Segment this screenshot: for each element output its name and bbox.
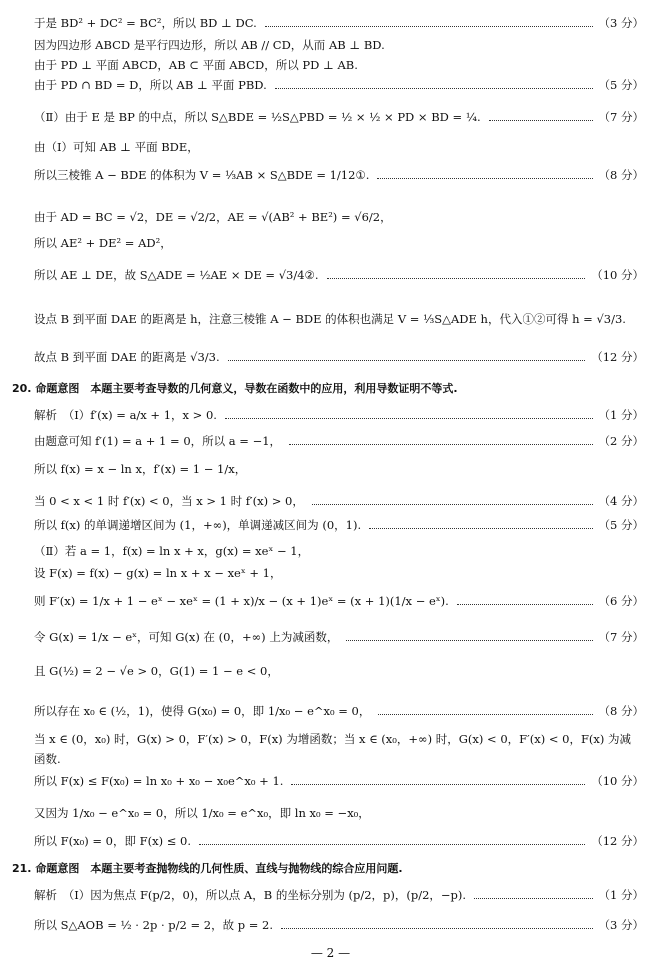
line-text: 所以 S△AOB = ½ · 2p · p/2 = 2，故 p = 2.: [34, 918, 274, 932]
dot-leader: [225, 404, 593, 419]
line-text: 函数.: [34, 752, 61, 766]
score-label: （3 分）: [598, 16, 644, 30]
line-text: 且 G(½) = 2 − √e > 0，G(1) = 1 − e < 0，: [34, 664, 279, 678]
dot-leader: [377, 164, 593, 179]
line-text: 所以 f(x) = x − ln x，f′(x) = 1 − 1/x，: [34, 462, 247, 476]
line-text: 设点 B 到平面 DAE 的距离是 h，注意三棱锥 A − BDE 的体积也满足 V = ⅓S△ADE h，代入①②可得 h = √3/3.: [34, 312, 626, 326]
line-text: 又因为 1/x₀ − e^x₀ = 0，所以 1/x₀ = e^x₀，即 ln x₀ = −x₀，: [34, 806, 370, 820]
document-line: [0, 700, 661, 722]
dot-leader: [199, 830, 585, 845]
score-label: （8 分）: [598, 704, 644, 718]
line-text: 所以 AE² + DE² = AD²，: [34, 236, 172, 250]
document-line: [0, 308, 661, 330]
document-line: [0, 660, 661, 682]
dot-leader: [327, 264, 585, 279]
document-line: [0, 232, 661, 254]
line-text: 故点 B 到平面 DAE 的距离是 √3/3.: [34, 350, 220, 364]
document-line: [0, 458, 661, 480]
line-text: 所以 F(x₀) = 0，即 F(x) ≤ 0.: [34, 834, 191, 848]
line-text: 20. 命题意图 本题主要考查导数的几何意义，导数在函数中的应用，利用导数证明不等式.: [12, 382, 458, 395]
line-text: 由于 AD = BC = √2，DE = √2/2，AE = √(AB² + BE²) = √6/2，: [34, 210, 392, 224]
line-text: 于是 BD² + DC² = BC²，所以 BD ⊥ DC.: [34, 16, 257, 30]
line-text: 设 F(x) = f(x) − g(x) = ln x + x − xeˣ + 1，: [34, 566, 282, 580]
document-line: [0, 540, 661, 562]
dot-leader: [457, 590, 593, 605]
score-label: （4 分）: [598, 494, 644, 508]
score-label: （3 分）: [598, 918, 644, 932]
document-line: [0, 404, 661, 426]
line-text: 当 0 < x < 1 时 f′(x) < 0，当 x > 1 时 f′(x) > 0，: [34, 494, 304, 508]
dot-leader: [489, 106, 593, 121]
line-text: 解析 （Ⅰ）f′(x) = a/x + 1，x > 0.: [34, 408, 217, 422]
line-text: 因为四边形 ABCD 是平行四边形，所以 AB // CD，从而 AB ⊥ BD.: [34, 38, 385, 52]
score-label: （6 分）: [598, 594, 644, 608]
line-text: 则 F′(x) = 1/x + 1 − eˣ − xeˣ = (1 + x)/x − (x + 1)eˣ = (x + 1)(1/x − eˣ).: [34, 594, 449, 608]
document-line: [0, 164, 661, 186]
line-text: 所以存在 x₀ ∈ (½，1)，使得 G(x₀) = 0，即 1/x₀ − e^x₀ = 0，: [34, 704, 371, 718]
document-line: [0, 802, 661, 824]
line-text: 由于 PD ⊥ 平面 ABCD，AB ⊂ 平面 ABCD，所以 PD ⊥ AB.: [34, 58, 358, 72]
document-line: [0, 514, 661, 536]
dot-leader: [228, 346, 585, 361]
score-label: （5 分）: [598, 518, 644, 532]
document-line: [0, 830, 661, 852]
dot-leader: [474, 884, 593, 899]
line-text: 21. 命题意图 本题主要考查抛物线的几何性质、直线与抛物线的综合应用问题.: [12, 862, 403, 875]
score-label: （8 分）: [598, 168, 644, 182]
document-line: [0, 748, 661, 770]
dot-leader: [291, 770, 585, 785]
document-line: [0, 206, 661, 228]
document-line: [0, 136, 661, 158]
document-line: [0, 858, 661, 880]
line-text: 令 G(x) = 1/x − eˣ，可知 G(x) 在 (0，+∞) 上为减函数，: [34, 630, 339, 644]
score-label: （10 分）: [591, 268, 644, 282]
dot-leader: [289, 430, 593, 445]
line-text: 由题意可知 f′(1) = a + 1 = 0，所以 a = −1，: [34, 434, 282, 448]
score-label: （7 分）: [598, 630, 644, 644]
document-line: [0, 346, 661, 368]
line-text: 所以 AE ⊥ DE，故 S△ADE = ½AE × DE = √3/4②.: [34, 268, 319, 282]
line-text: 解析 （Ⅰ）因为焦点 F(p/2，0)，所以点 A，B 的坐标分别为 (p/2，p)，(p/2，−p).: [34, 888, 467, 902]
document-line: [0, 590, 661, 612]
document-line: [0, 74, 661, 96]
line-text: 所以三棱锥 A − BDE 的体积为 V = ⅓AB × S△BDE = 1/12①.: [34, 168, 370, 182]
dot-leader: [346, 626, 593, 641]
document-line: [0, 106, 661, 128]
document-line: [0, 264, 661, 286]
document-line: [0, 378, 661, 400]
document-line: [0, 490, 661, 512]
line-text: （Ⅱ）若 a = 1，f(x) = ln x + x，g(x) = xeˣ − 1，: [34, 544, 310, 558]
document-line: [0, 430, 661, 452]
score-label: （5 分）: [598, 78, 644, 92]
document-line: [0, 54, 661, 76]
dot-leader: [281, 914, 593, 929]
page-number: — 2 —: [310, 946, 351, 960]
document-line: [0, 34, 661, 56]
dot-leader: [265, 12, 593, 27]
line-text: 当 x ∈ (0，x₀) 时，G(x) > 0，F′(x) > 0，F(x) 为增函数；当 x ∈ (x₀，+∞) 时，G(x) < 0，F′(x) < 0，F(x) 为减: [34, 732, 632, 746]
document-line: [0, 728, 661, 750]
score-label: （1 分）: [598, 888, 644, 902]
document-line: [0, 562, 661, 584]
document-line: [0, 770, 661, 792]
score-label: （12 分）: [591, 834, 644, 848]
document-line: [0, 884, 661, 906]
document-line: [0, 12, 661, 34]
line-text: 由（Ⅰ）可知 AB ⊥ 平面 BDE，: [34, 140, 199, 154]
dot-leader: [275, 74, 593, 89]
line-text: 由于 PD ∩ BD = D，所以 AB ⊥ 平面 PBD.: [34, 78, 267, 92]
dot-leader: [378, 700, 593, 715]
dot-leader: [312, 490, 593, 505]
line-text: 所以 f(x) 的单调递增区间为 (1，+∞)，单调递减区间为 (0，1).: [34, 518, 362, 532]
score-label: （10 分）: [591, 774, 644, 788]
dot-leader: [369, 514, 593, 529]
score-label: （1 分）: [598, 408, 644, 422]
score-label: （12 分）: [591, 350, 644, 364]
score-label: （2 分）: [598, 434, 644, 448]
line-text: 所以 F(x) ≤ F(x₀) = ln x₀ + x₀ − x₀e^x₀ + 1.: [34, 774, 284, 788]
line-text: （Ⅱ）由于 E 是 BP 的中点，所以 S△BDE = ½S△PBD = ½ × ½ × PD × BD = ¼.: [34, 110, 481, 124]
document-line: [0, 626, 661, 648]
document-line: [0, 914, 661, 936]
score-label: （7 分）: [598, 110, 644, 124]
